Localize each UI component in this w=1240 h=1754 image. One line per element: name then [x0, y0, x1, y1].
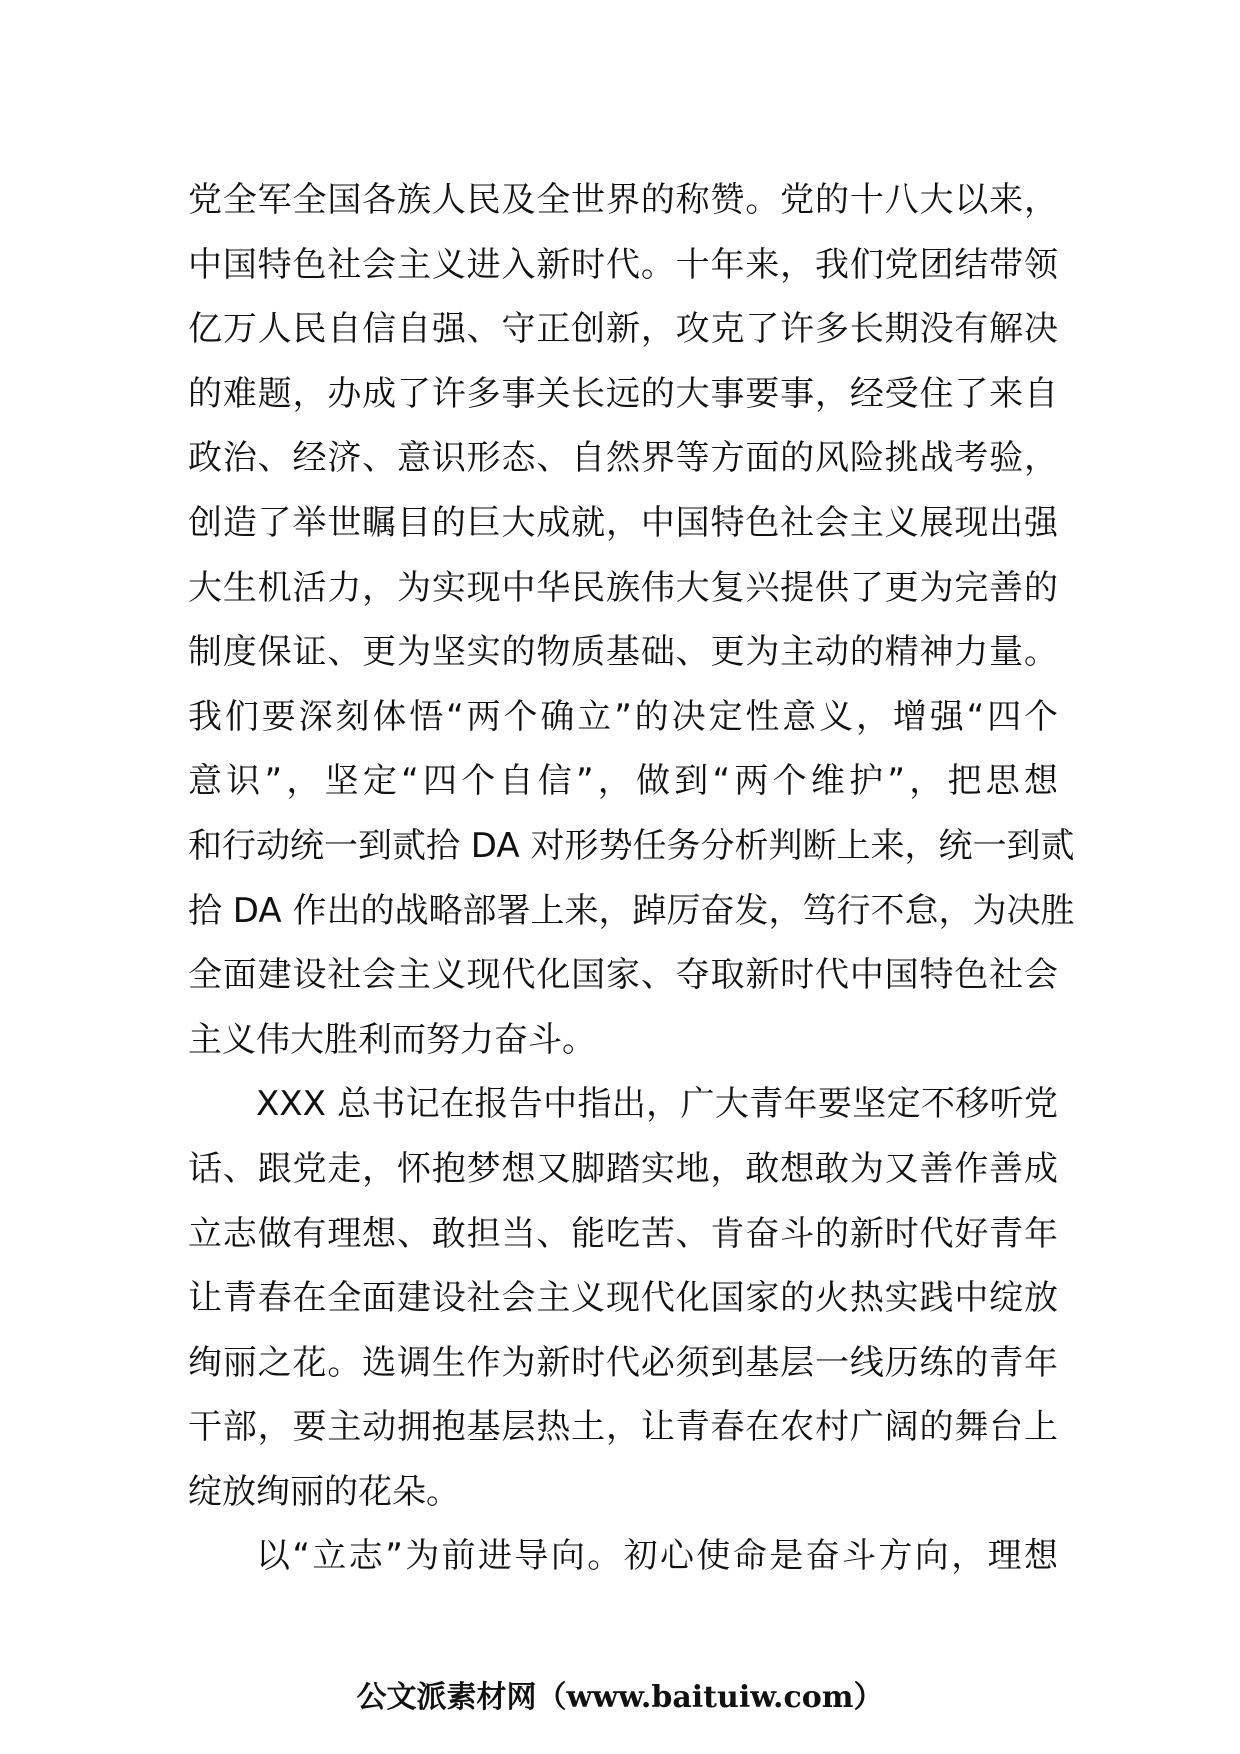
- text-line: 大生机活力，为实现中华民族伟大复兴提供了更为完善的: [188, 567, 1058, 608]
- text-line: 以“立志”为前进导向。初心使命是奋斗方向，理想: [256, 1536, 1058, 1577]
- text-line: 干部，要主动拥抱基层热土，让青春在农村广阔的舞台上: [188, 1407, 1058, 1448]
- text-line: XXX 总书记在报告中指出，广大青年要坚定不移听党: [256, 1084, 1058, 1125]
- text-line: 绽放绚丽的花朵。: [188, 1471, 460, 1512]
- text-line: 和行动统一到贰拾 DA 对形势任务分析判断上来，统一到贰: [188, 825, 1075, 866]
- text-line: 党全军全国各族人民及全世界的称赞。党的十八大以来，: [188, 180, 1058, 220]
- text-line: 政治、经济、意识形态、自然界等方面的风险挑战考验，: [188, 438, 1058, 479]
- text-line: 我们要深刻体悟“两个确立”的决定性意义，增强“四个: [188, 696, 1058, 737]
- footer-watermark: 公文派素材网（www.baituiw.com）: [356, 1680, 884, 1715]
- text-line: 创造了举世瞩目的巨大成就，中国特色社会主义展现出强: [188, 502, 1058, 543]
- text-line: 的难题，办成了许多事关长远的大事要事，经受住了来自: [188, 373, 1058, 414]
- text-line: 绚丽之花。选调生作为新时代必须到基层一线历练的青年: [188, 1342, 1058, 1383]
- text-line: 亿万人民自信自强、守正创新，攻克了许多长期没有解决: [188, 309, 1058, 350]
- text-line: 拾 DA 作出的战略部署上来，踔厉奋发，笃行不怠，为决胜: [188, 890, 1075, 931]
- text-line: 话、跟党走，怀抱梦想又脚踏实地，敢想敢为又善作善成: [188, 1148, 1058, 1189]
- text-line: 意识”，坚定“四个自信”，做到“两个维护”，把思想: [188, 761, 1058, 802]
- body-text: [188, 168, 1075, 1589]
- text-line: 中国特色社会主义进入新时代。十年来，我们党团结带领: [188, 244, 1058, 285]
- text-line: 让青春在全面建设社会主义现代化国家的火热实践中绽放: [188, 1278, 1058, 1319]
- text-line: 制度保证、更为坚实的物质基础、更为主动的精神力量。: [188, 632, 1058, 673]
- text-line: 主义伟大胜利而努力奋斗。: [188, 1019, 596, 1060]
- text-line: 立志做有理想、敢担当、能吃苦、肯奋斗的新时代好青年: [188, 1213, 1058, 1254]
- text-line: 全面建设社会主义现代化国家、夺取新时代中国特色社会: [188, 955, 1058, 996]
